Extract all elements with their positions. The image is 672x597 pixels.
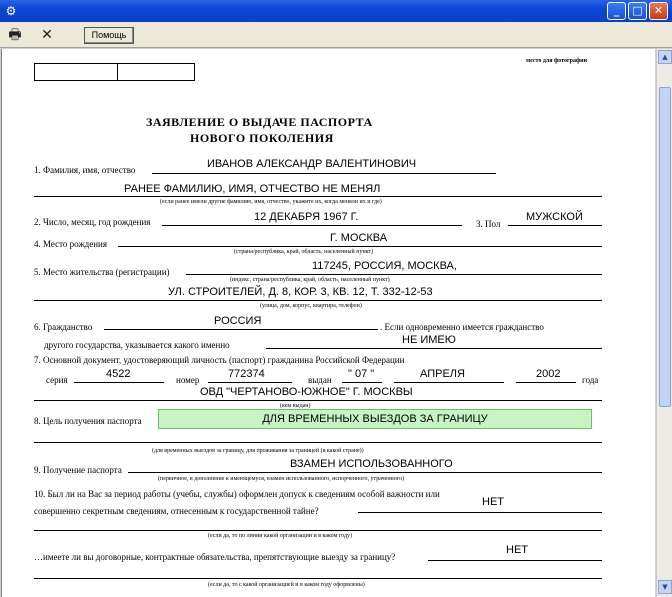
f6-note: . Если одновременно имеется гражданство xyxy=(380,322,544,332)
f9-caption: (первичное, в дополнение к имеющемуся, взамен использованного, испорченного, утраченного) xyxy=(158,476,405,482)
f10-label1: 10. Был ли на Вас за период работы (учебы, службы) оформлен допуск к сведениям особой важности или xyxy=(34,489,440,499)
f5-label: 5. Место жительства (регистрации) xyxy=(34,267,170,277)
f2-label: 2. Число, месяц, год рождения xyxy=(34,217,151,227)
close-window-button[interactable]: ✕ xyxy=(649,2,668,20)
maximize-button[interactable]: □ xyxy=(628,2,647,20)
f7-year[interactable]: 2002 xyxy=(536,368,561,380)
f7-number[interactable]: 772374 xyxy=(228,368,265,380)
scroll-up-icon[interactable]: ▲ xyxy=(658,50,672,64)
scroll-thumb[interactable] xyxy=(659,87,671,407)
scroll-down-icon[interactable]: ▼ xyxy=(658,580,672,594)
f6-label: 6. Гражданство xyxy=(34,322,93,332)
f5-value[interactable]: 117245, РОССИЯ, МОСКВА, xyxy=(312,260,457,272)
f7-series[interactable]: 4522 xyxy=(106,368,131,380)
toolbar xyxy=(0,22,672,48)
f1-label: 1. Фамилия, имя, отчество xyxy=(34,165,136,175)
f11-value[interactable]: НЕТ xyxy=(506,544,528,556)
f7-issuer[interactable]: ОВД "ЧЕРТАНОВО-ЮЖНОЕ" Г. МОСКВЫ xyxy=(200,386,413,398)
minimize-button[interactable]: _ xyxy=(607,2,626,20)
f6-value2[interactable]: НЕ ИМЕЮ xyxy=(402,334,456,346)
print-icon[interactable]: 🖶 xyxy=(8,27,22,43)
application-form xyxy=(1,49,655,597)
f11-label: …имеете ли вы договорные, контрактные обязательства, препятствующие выезду за границу? xyxy=(34,552,396,562)
f4-label: 4. Место рождения xyxy=(34,239,108,249)
f5-value2[interactable]: УЛ. СТРОИТЕЛЕЙ, Д. 8, КОР. 3, КВ. 12, Т. 332-12-53 xyxy=(168,286,433,298)
code-box-1[interactable] xyxy=(34,63,118,81)
f10-caption: (если да, то по линии какой организации и в каком году) xyxy=(208,533,353,539)
f4-value[interactable]: Г. МОСКВА xyxy=(330,232,388,244)
code-box-2[interactable] xyxy=(117,63,195,81)
f8-value[interactable]: ДЛЯ ВРЕМЕННЫХ ВЫЕЗДОВ ЗА ГРАНИЦУ xyxy=(158,409,592,429)
f1-value[interactable]: ИВАНОВ АЛЕКСАНДР ВАЛЕНТИНОВИЧ xyxy=(207,158,417,170)
f2-value[interactable]: 12 ДЕКАБРЯ 1967 Г. xyxy=(254,211,359,223)
f3-label: 3. Пол xyxy=(476,219,501,229)
f6-label2: другого государства, указывается какого именно xyxy=(44,340,230,350)
f1-value2[interactable]: РАНЕЕ ФАМИЛИЮ, ИМЯ, ОТЧЕСТВО НЕ МЕНЯЛ xyxy=(124,183,381,195)
f10-value[interactable]: НЕТ xyxy=(482,496,504,508)
f9-value[interactable]: ВЗАМЕН ИСПОЛЬЗОВАННОГО xyxy=(290,458,453,470)
f10-label2: совершенно секретным сведениям, отнесенным к государственной тайне? xyxy=(34,506,319,516)
f6-value[interactable]: РОССИЯ xyxy=(214,315,262,327)
f7-month[interactable]: АПРЕЛЯ xyxy=(420,368,465,380)
f8-label: 8. Цель получения паспорта xyxy=(34,416,142,426)
form-title-line1: ЗАЯВЛЕНИЕ О ВЫДАЧЕ ПАСПОРТА xyxy=(146,115,373,129)
f7-number-label: номер xyxy=(176,375,200,385)
f7-label: 7. Основной документ, удостоверяющий личность (паспорт) гражданина Российской Федерации xyxy=(34,355,405,365)
f4-caption: (страна/республика, край, область, населенный пункт) xyxy=(234,249,374,255)
title-bar xyxy=(0,0,672,22)
f7-issuer-caption: (кем выдан) xyxy=(280,403,311,409)
f1-caption: (если ранее имели другие фамилию, имя, отчество, укажите их, когда меняли их и где) xyxy=(160,199,382,205)
help-button[interactable]: Помощь xyxy=(84,27,134,44)
f5-caption2: (улица, дом, корпус, квартира, телефон) xyxy=(260,303,362,309)
vertical-scrollbar[interactable] xyxy=(656,49,672,597)
f5-caption: (индекс, страна/республика, край, область, населенный пункт) xyxy=(230,277,390,283)
f11-caption: (если да, то с какой организацией и в каком году оформлены) xyxy=(208,582,365,588)
photo-note: место для фотографии xyxy=(526,58,588,64)
f7-series-label: серия xyxy=(46,375,68,385)
f8-caption: (для временных выездов за границу, для проживания за границей (в какой стране)) xyxy=(152,448,364,454)
f9-label: 9. Получение паспорта xyxy=(34,465,122,475)
f7-day[interactable]: " 07 " xyxy=(348,368,375,380)
f3-value[interactable]: МУЖСКОЙ xyxy=(526,211,583,223)
close-icon[interactable]: ✕ xyxy=(41,27,53,43)
app-icon: ⚙ xyxy=(5,4,17,18)
f7-issued-label: выдан xyxy=(308,375,332,385)
f7-year-label: года xyxy=(582,375,599,385)
form-title-line2: НОВОГО ПОКОЛЕНИЯ xyxy=(190,131,334,145)
